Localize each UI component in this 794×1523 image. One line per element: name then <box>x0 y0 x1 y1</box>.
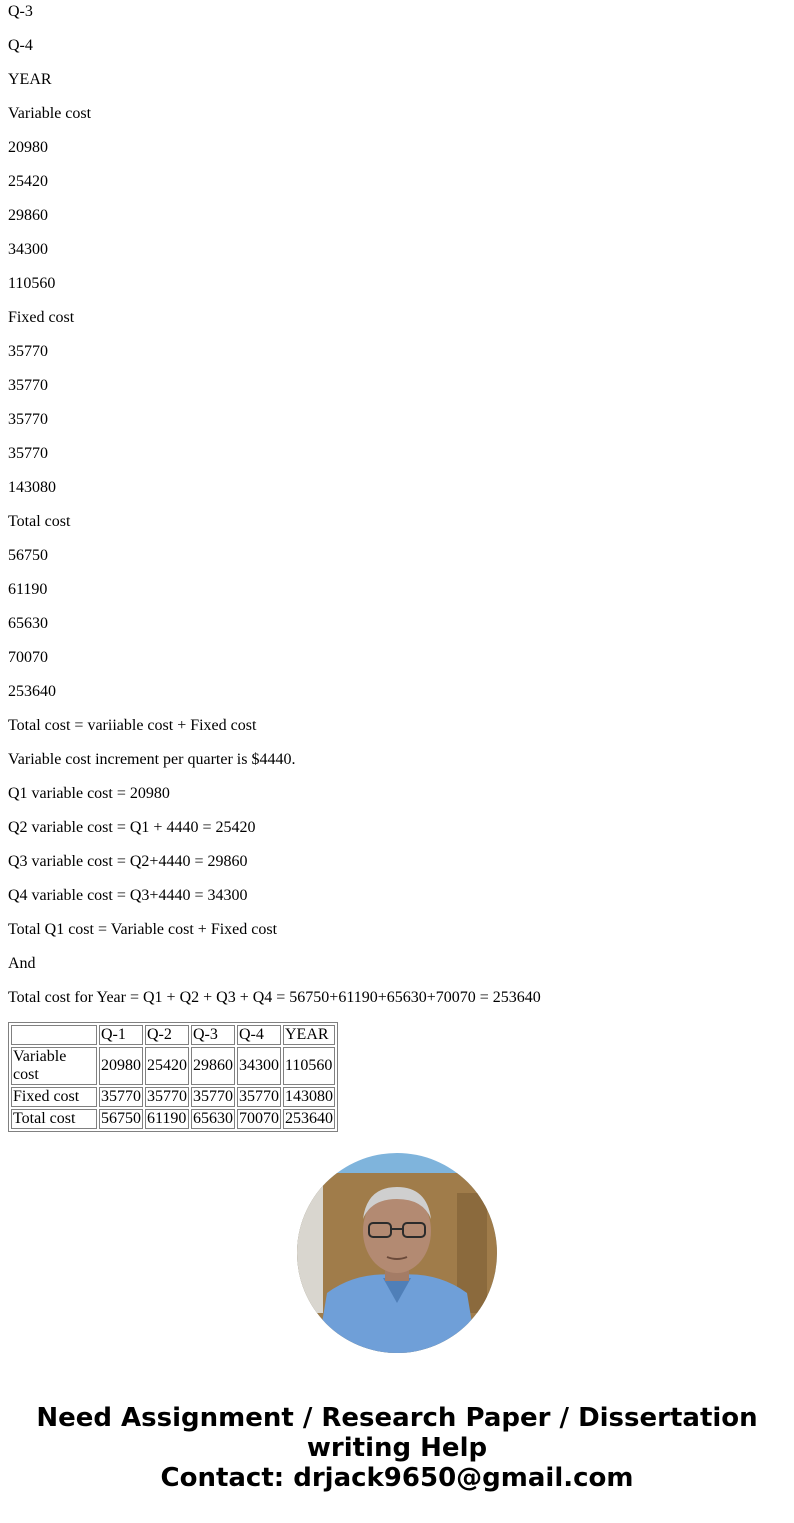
table-header-row <box>11 1025 335 1045</box>
table-cell: 35770 <box>147 1088 187 1105</box>
table-row-label: Total cost <box>11 1109 97 1129</box>
text-line: Total cost <box>8 513 71 530</box>
table-header-cell <box>11 1025 97 1045</box>
text-line: 35770 <box>8 411 48 428</box>
table-header-cell: Q-2 <box>145 1025 189 1045</box>
text-line: YEAR <box>8 71 52 88</box>
cost-table <box>8 1022 338 1132</box>
promo-line: writing Help <box>306 1433 488 1463</box>
table-cell: 35770 <box>239 1088 279 1105</box>
table-cell: 35770 <box>101 1088 141 1105</box>
text-line: 61190 <box>8 581 48 598</box>
person-photo-icon <box>297 1153 497 1353</box>
promo-line: Need Assignment / Research Paper / Dissertation <box>36 1403 758 1433</box>
text-line: Variable cost <box>8 105 92 122</box>
formula-line: Q2 variable cost = Q1 + 4440 = 25420 <box>8 819 256 836</box>
table-cell: 253640 <box>285 1110 333 1127</box>
document-body <box>8 0 786 1132</box>
text-line: 34300 <box>8 241 48 258</box>
text-line: 143080 <box>8 479 56 496</box>
formula-line: Total cost = variiable cost + Fixed cost <box>8 717 257 734</box>
avatar-illustration <box>297 1153 497 1353</box>
table-cell: 110560 <box>283 1047 335 1085</box>
table-cell: 56750 <box>101 1110 141 1127</box>
text-line: Q-3 <box>8 3 33 20</box>
formula-line: Q4 variable cost = Q3+4440 = 34300 <box>8 887 248 904</box>
text-line: 29860 <box>8 207 48 224</box>
table-cell: 61190 <box>145 1109 189 1129</box>
text-line: 65630 <box>8 615 48 632</box>
text-line: 56750 <box>8 547 48 564</box>
text-line: 25420 <box>8 173 48 190</box>
table-header-cell: Q-4 <box>237 1025 281 1045</box>
table-header-cell: YEAR <box>283 1025 335 1045</box>
table-cell: 35770 <box>193 1088 233 1105</box>
formula-line: Variable cost increment per quarter is $4440. <box>8 751 296 768</box>
text-line: 110560 <box>8 275 56 292</box>
formula-line: Total cost for Year = Q1 + Q2 + Q3 + Q4 = 56750+61190+65630+70070 = 253640 <box>8 989 541 1006</box>
table-cell: 143080 <box>285 1088 333 1105</box>
avatar-wall-panel <box>297 1173 323 1313</box>
text-line: Q-4 <box>8 37 33 54</box>
table-cell: 20980 <box>99 1047 143 1085</box>
formula-line: And <box>8 955 36 972</box>
table-cell: 65630 <box>193 1110 233 1127</box>
table-row <box>11 1109 335 1129</box>
text-line: 35770 <box>8 377 48 394</box>
table-row-label: Fixed cost <box>11 1087 97 1107</box>
table-row <box>11 1087 335 1107</box>
formula-line: Q3 variable cost = Q2+4440 = 29860 <box>8 853 248 870</box>
table-row <box>11 1047 335 1085</box>
table-header-cell: Q-3 <box>191 1025 235 1045</box>
text-line: 253640 <box>8 683 56 700</box>
table-cell: 29860 <box>191 1047 235 1085</box>
table-row-label: Variable cost <box>11 1047 97 1085</box>
table-cell: 70070 <box>239 1110 279 1127</box>
text-line: 20980 <box>8 139 48 156</box>
formula-line: Q1 variable cost = 20980 <box>8 785 170 802</box>
table-header-cell: Q-1 <box>99 1025 143 1045</box>
promo-banner <box>0 1403 794 1493</box>
table-cell: 25420 <box>145 1047 189 1085</box>
promo-contact: Contact: drjack9650@gmail.com <box>160 1463 634 1493</box>
text-line: Fixed cost <box>8 309 75 326</box>
text-line: 35770 <box>8 445 48 462</box>
formula-line: Total Q1 cost = Variable cost + Fixed cost <box>8 921 278 938</box>
text-line: 70070 <box>8 649 48 666</box>
table-cell: 34300 <box>237 1047 281 1085</box>
text-line: 35770 <box>8 343 48 360</box>
